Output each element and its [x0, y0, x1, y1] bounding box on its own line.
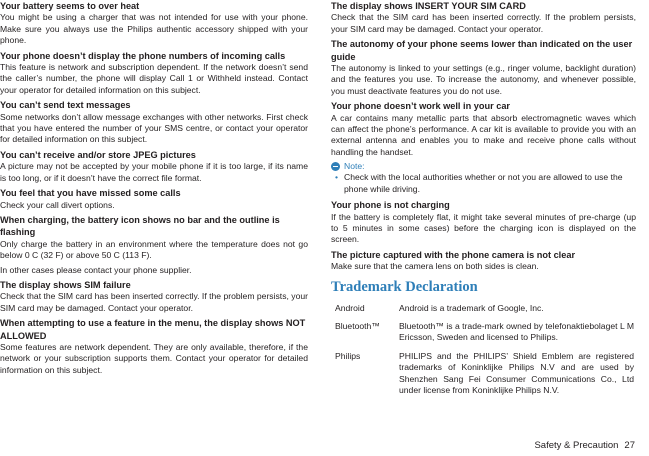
section-text-messages [0, 99, 308, 146]
page-number: 27 [624, 440, 635, 451]
section-text: Some networks don’t allow message exchanges with other networks. First check that you have entered the number of your SMS centre, or contact your operator for detailed information on this subject. [0, 111, 308, 145]
section-heading: The display shows INSERT YOUR SIM CARD [331, 1, 526, 11]
section-jpeg-pictures [0, 149, 308, 184]
section-text: Only charge the battery in an environment where the temperature does not go below 0 C (32 F) or above 50 C (113 F). [0, 238, 308, 261]
note-item [335, 172, 636, 195]
section-text: A picture may not be accepted by your mobile phone if it is too large, if its name is too long, or if it doesn’t have the correct file format. [0, 161, 308, 183]
section-text: Check your call divert options. [0, 199, 115, 210]
section-heading: The picture captured with the phone camera is not clear [331, 249, 576, 260]
section-text: This feature is network and subscription dependent. If the network doesn’t send the caller’s number, the phone will display Call 1 or Withheld instead. Contact your operator for detailed information on this subject. [0, 62, 308, 95]
trademark-brand: Philips [335, 350, 361, 361]
section-missed-calls [0, 187, 308, 211]
section-text: Check that the SIM card has been inserted correctly. If the problem persists, your SIM card may be damaged. Contact your operator. [331, 12, 636, 34]
section-heading: Your phone is not charging [331, 200, 450, 211]
section-sim-failure [0, 279, 308, 314]
section-text: If the battery is completely flat, it might take several minutes of pre-charge (up to 5 minutes in some cases) before the charging icon is displayed on the screen. [331, 211, 636, 245]
table-row [331, 300, 636, 318]
section-heading: You can’t send text messages [0, 100, 131, 111]
section-heading: You can’t receive and/or store JPEG pictures [0, 149, 196, 160]
trademark-table [331, 300, 636, 401]
table-row [331, 348, 636, 401]
footer-section-title: Safety & Precaution [534, 440, 619, 451]
section-heading: When attempting to use a feature in the menu, the display shows NOT ALLOWED [0, 318, 306, 341]
section-heading: Your battery seems to over heat [0, 1, 140, 11]
bullet-icon: • [335, 172, 339, 183]
right-column [331, 0, 636, 400]
trademark-text: Bluetooth™ is a trade-mark owned by telefonaktiebolaget L M Ericsson, Sweden and licensed to Philips. [399, 320, 634, 343]
trademark-brand: Bluetooth™ [335, 320, 380, 331]
section-text: Some features are network dependent. They are only available, therefore, if the network or your subscription supports them. Contact your operator for detailed information on this subject. [0, 341, 308, 375]
left-column [0, 0, 308, 379]
section-battery-overheat [0, 0, 308, 47]
section-battery-icon [0, 214, 308, 276]
section-autonomy [331, 38, 636, 97]
table-row [331, 318, 636, 348]
section-text: A car contains many metallic parts that absorb electromagnetic waves which can affect the phone’s performance. A car kit is available to provide you with an external antenna and enables you to make and receive phone calls without handling the handset. [331, 112, 636, 157]
section-heading: The autonomy of your phone seems lower than indicated on the user guide [331, 39, 633, 62]
section-text: Check that the SIM card has been inserted correctly. If the problem persists, your SIM card may be damaged. Contact your operator. [0, 291, 308, 313]
section-not-charging [331, 199, 636, 246]
section-not-allowed [0, 317, 308, 376]
note-icon [331, 162, 340, 171]
trademark-heading: Trademark Declaration [331, 278, 478, 295]
note-text: Check with the local authorities whether or not you are allowed to use the phone while driving. [344, 172, 623, 194]
section-caller-number [0, 50, 308, 97]
page-footer [534, 440, 635, 451]
section-text: Make sure that the camera lens on both sides is clean. [331, 261, 539, 272]
trademark-text: PHILIPS and the PHILIPS’ Shield Emblem are registered trademarks of Koninklijke Philips N.V and are used by Shenzhen Sang Fei Consumer Communications Co., Ltd under license from Koninklijke Philips N.V. [399, 350, 634, 395]
section-insert-sim [331, 0, 636, 35]
section-heading: Your phone doesn’t work well in your car [331, 101, 511, 112]
trademark-text: Android is a trademark of Google, Inc. [399, 302, 544, 313]
section-heading: When charging, the battery icon shows no bar and the outline is flashing [0, 214, 280, 238]
section-heading: The display shows SIM failure [0, 279, 131, 290]
trademark-brand: Android [335, 302, 365, 313]
section-camera [331, 249, 636, 273]
section-heading: You feel that you have missed some calls [0, 188, 181, 199]
note-header [331, 161, 636, 171]
section-text: You might be using a charger that was not intended for use with your phone. Make sure you always use the Philips authentic accessory shipped with your phone. [0, 12, 308, 46]
section-text: The autonomy is linked to your settings (e.g., ringer volume, backlight duration) and the features you use. To increase the autonomy, and whenever possible, you must deactivate features you do not use. [331, 63, 636, 96]
note-label: Note: [344, 161, 365, 172]
section-text: In other cases please contact your phone supplier. [0, 264, 192, 275]
section-heading: Your phone doesn’t display the phone numbers of incoming calls [0, 50, 286, 61]
section-car [331, 100, 636, 158]
